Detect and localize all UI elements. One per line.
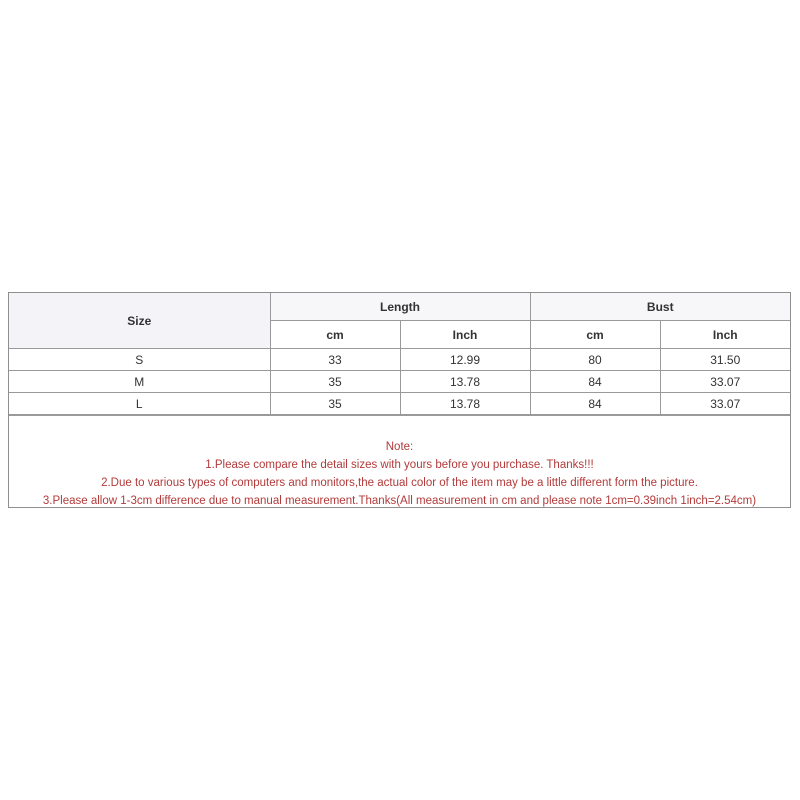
bust-cm-cell: 84: [530, 371, 660, 393]
length-cm-cell: 35: [270, 371, 400, 393]
bust-group-header: Bust: [530, 293, 790, 321]
length-inch-cell: 12.99: [400, 349, 530, 371]
size-column-header: Size: [9, 293, 270, 349]
note-line-3: 3.Please allow 1-3cm difference due to manual measurement.Thanks(All measurement in cm and please note 1cm=0.39inch 1inch=2.54cm): [42, 495, 757, 507]
notes-block: [9, 415, 790, 510]
size-cell: M: [9, 371, 270, 393]
notes-title: Note:: [385, 441, 414, 453]
note-line-2: 2.Due to various types of computers and monitors,the actual color of the item may be a little different form the picture.: [101, 477, 698, 489]
bust-cm-header: cm: [530, 321, 660, 349]
length-inch-header: Inch: [400, 321, 530, 349]
bust-cm-cell: 80: [530, 349, 660, 371]
note-line-1: 1.Please compare the detail sizes with yours before you purchase. Thanks!!!: [205, 459, 594, 471]
length-cm-cell: 33: [270, 349, 400, 371]
length-group-header: Length: [270, 293, 530, 321]
table-row: [9, 393, 790, 415]
table-row: [9, 349, 790, 371]
bust-inch-cell: 33.07: [660, 371, 790, 393]
header-row-groups: [9, 293, 790, 321]
length-inch-cell: 13.78: [400, 371, 530, 393]
size-cell: L: [9, 393, 270, 415]
length-inch-cell: 13.78: [400, 393, 530, 415]
bust-inch-header: Inch: [660, 321, 790, 349]
table-row: [9, 371, 790, 393]
length-cm-header: cm: [270, 321, 400, 349]
size-table: [9, 293, 790, 415]
bust-inch-cell: 31.50: [660, 349, 790, 371]
bust-inch-cell: 33.07: [660, 393, 790, 415]
size-cell: S: [9, 349, 270, 371]
bust-cm-cell: 84: [530, 393, 660, 415]
size-chart: [8, 292, 791, 508]
length-cm-cell: 35: [270, 393, 400, 415]
